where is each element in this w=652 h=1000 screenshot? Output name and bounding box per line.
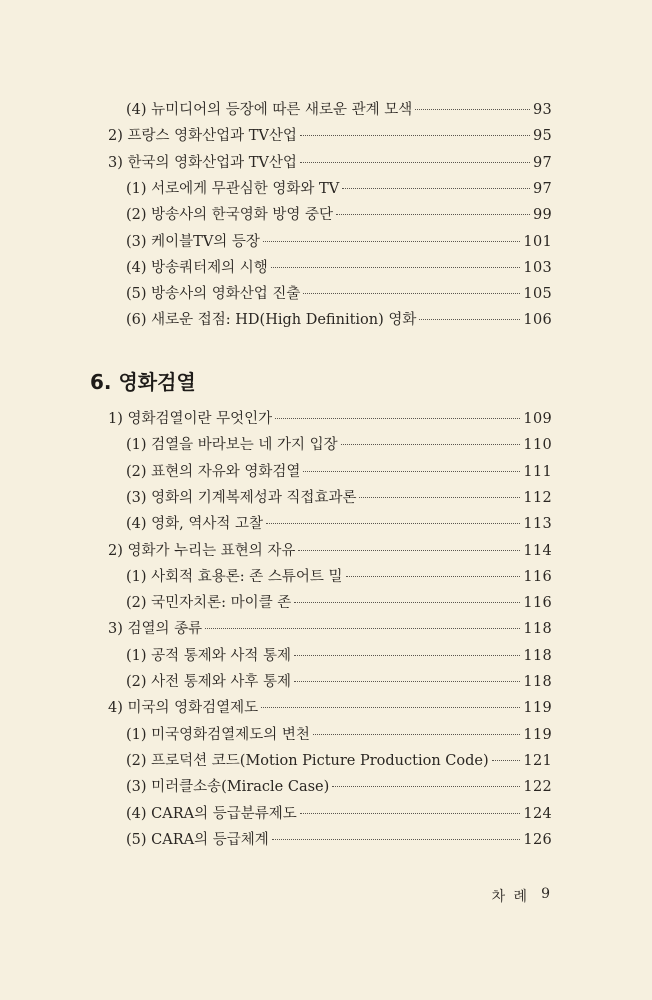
toc-entry bbox=[108, 540, 552, 562]
toc-entry-title: (4) 방송쿼터제의 시행 bbox=[126, 259, 268, 276]
toc-entry bbox=[108, 152, 552, 174]
toc-entry-page-number: 124 bbox=[523, 805, 552, 822]
toc-entry-page-number: 119 bbox=[523, 726, 552, 743]
toc-entry-page-number: 110 bbox=[523, 437, 552, 454]
section-heading: 6. 영화검열 bbox=[90, 370, 196, 394]
toc-entry-page-number: 122 bbox=[523, 779, 552, 796]
toc-entry-title: (1) 사회적 효용론: 존 스튜어트 밀 bbox=[126, 568, 343, 585]
dot-leader bbox=[205, 628, 520, 629]
toc-entry bbox=[126, 283, 552, 305]
dot-leader bbox=[261, 707, 520, 708]
toc-entry-title: (5) 방송사의 영화산업 진출 bbox=[126, 286, 301, 303]
toc-entry-page-number: 118 bbox=[523, 621, 552, 638]
toc-entry bbox=[126, 487, 552, 509]
toc-entry bbox=[126, 309, 552, 331]
dot-leader bbox=[419, 319, 520, 320]
toc-entry-page-number: 97 bbox=[532, 180, 552, 197]
toc-entry-title: (3) 케이블TV의 등장 bbox=[126, 233, 260, 250]
toc-entry-page-number: 114 bbox=[523, 542, 552, 559]
toc-entry-title: 2) 프랑스 영화산업과 TV산업 bbox=[108, 128, 297, 145]
toc-entry-title: (4) CARA의 등급분류제도 bbox=[126, 805, 297, 822]
toc-entry bbox=[126, 724, 552, 746]
toc-entry bbox=[126, 671, 552, 693]
toc-entry-title: (4) 뉴미디어의 등장에 따른 새로운 관계 모색 bbox=[126, 102, 413, 118]
toc-entry bbox=[126, 750, 552, 772]
toc-entry-title: (6) 새로운 접점: HD(High Definition) 영화 bbox=[126, 312, 417, 329]
dot-leader bbox=[342, 188, 530, 189]
toc-entry-title: 2) 영화가 누리는 표현의 자유 bbox=[108, 542, 296, 559]
toc-entry bbox=[126, 513, 552, 535]
toc-entry-page-number: 93 bbox=[532, 102, 552, 118]
dot-leader bbox=[275, 418, 520, 419]
dot-leader bbox=[346, 576, 521, 577]
toc-entry-page-number: 99 bbox=[532, 207, 552, 224]
dot-leader bbox=[492, 760, 521, 761]
dot-leader bbox=[298, 550, 520, 551]
footer-page-number: 9 bbox=[541, 886, 552, 902]
toc-entry bbox=[126, 178, 552, 200]
toc-entry-page-number: 101 bbox=[523, 233, 552, 250]
toc-entry bbox=[108, 697, 552, 719]
toc-entry bbox=[126, 99, 552, 121]
toc-entry-title: (2) 사전 통제와 사후 통제 bbox=[126, 674, 292, 690]
toc-entry bbox=[126, 566, 552, 588]
toc-entry-title: (3) 영화의 기계복제성과 직접효과론 bbox=[126, 489, 357, 506]
toc-entry bbox=[126, 231, 552, 253]
toc-entry-title: (2) 국민자치론: 마이클 존 bbox=[126, 595, 292, 612]
toc-entry-title: (1) 검열을 바라보는 네 가지 입장 bbox=[126, 437, 338, 454]
toc-entry-title: (2) 표현의 자유와 영화검열 bbox=[126, 463, 301, 480]
toc-entry-page-number: 119 bbox=[523, 700, 552, 717]
toc-entry bbox=[108, 408, 552, 430]
dot-leader bbox=[303, 293, 520, 294]
toc-entry-page-number: 112 bbox=[523, 489, 552, 506]
dot-leader bbox=[303, 471, 520, 472]
dot-leader bbox=[313, 734, 521, 735]
toc-entry bbox=[126, 645, 552, 667]
toc-entry-title: 3) 검열의 종류 bbox=[108, 621, 203, 638]
toc-entry-title: (5) CARA의 등급체계 bbox=[126, 831, 269, 848]
toc-entry bbox=[108, 125, 552, 147]
dot-leader bbox=[263, 241, 520, 242]
toc-entry-title: (4) 영화, 역사적 고찰 bbox=[126, 516, 264, 533]
dot-leader bbox=[332, 786, 520, 787]
toc-entry-page-number: 97 bbox=[532, 154, 552, 171]
toc-entry-page-number: 109 bbox=[523, 411, 552, 427]
page-footer bbox=[492, 886, 552, 906]
dot-leader bbox=[300, 135, 530, 136]
toc-entry-title: 1) 영화검열이란 무엇인가 bbox=[108, 411, 273, 427]
dot-leader bbox=[359, 497, 520, 498]
toc-entry-page-number: 106 bbox=[523, 312, 552, 329]
toc-entry bbox=[126, 461, 552, 483]
toc-entry-title: (3) 미러클소송(Miracle Case) bbox=[126, 779, 330, 796]
toc-entry-page-number: 121 bbox=[523, 752, 552, 769]
toc-entry bbox=[126, 803, 552, 825]
toc-entry-page-number: 126 bbox=[523, 831, 552, 848]
dot-leader bbox=[294, 655, 520, 656]
toc-entry-page-number: 95 bbox=[532, 128, 552, 145]
toc-entry-title: 4) 미국의 영화검열제도 bbox=[108, 700, 259, 717]
toc-entry bbox=[126, 592, 552, 614]
dot-leader bbox=[294, 602, 520, 603]
dot-leader bbox=[266, 523, 520, 524]
toc-entry-page-number: 116 bbox=[523, 568, 552, 585]
footer-label: 차 례 bbox=[491, 889, 530, 905]
toc-entry-page-number: 118 bbox=[523, 647, 552, 664]
dot-leader bbox=[294, 681, 520, 682]
toc-entry bbox=[126, 257, 552, 279]
toc-entry-title: (2) 프로덕션 코드(Motion Picture Production Code) bbox=[126, 752, 489, 769]
toc-entry bbox=[126, 204, 552, 226]
toc-entry-title: (1) 서로에게 무관심한 영화와 TV bbox=[126, 180, 340, 197]
toc-entry bbox=[108, 618, 552, 640]
dot-leader bbox=[272, 839, 521, 840]
toc-entry bbox=[126, 829, 552, 851]
toc-entry-title: 3) 한국의 영화산업과 TV산업 bbox=[108, 154, 297, 171]
dot-leader bbox=[341, 444, 521, 445]
toc-entry-page-number: 113 bbox=[523, 516, 552, 533]
toc-entry-title: (2) 방송사의 한국영화 방영 중단 bbox=[126, 207, 334, 224]
toc-entry-title: (1) 공적 통제와 사적 통제 bbox=[126, 647, 292, 664]
toc-entry-page-number: 103 bbox=[523, 259, 552, 276]
dot-leader bbox=[271, 267, 521, 268]
dot-leader bbox=[300, 813, 521, 814]
toc-entry-page-number: 111 bbox=[523, 463, 552, 480]
toc-entry-page-number: 116 bbox=[523, 595, 552, 612]
toc-entry-page-number: 105 bbox=[523, 286, 552, 303]
toc-entry bbox=[126, 776, 552, 798]
toc-entry bbox=[126, 434, 552, 456]
dot-leader bbox=[336, 214, 530, 215]
toc-entry-title: (1) 미국영화검열제도의 변천 bbox=[126, 726, 310, 743]
dot-leader bbox=[300, 162, 530, 163]
toc-entry-page-number: 118 bbox=[523, 674, 552, 690]
dot-leader bbox=[415, 109, 530, 110]
